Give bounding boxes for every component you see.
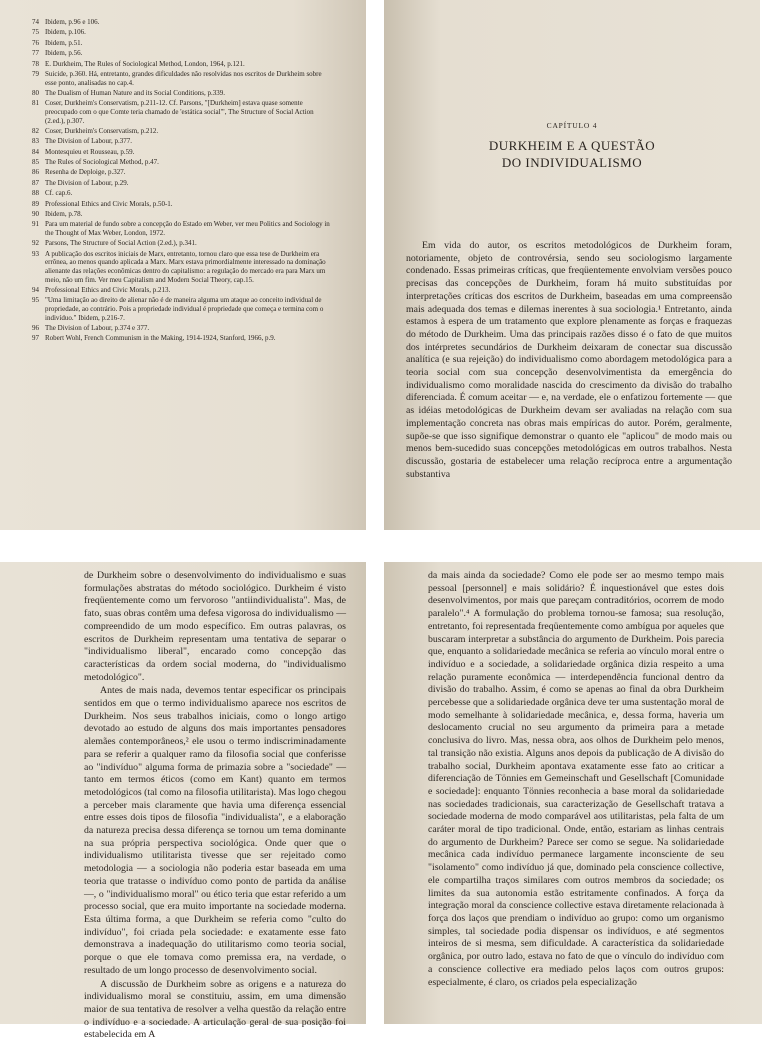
endnote-number: 85 [32, 158, 39, 167]
endnote-number: 76 [32, 39, 39, 48]
endnote-text: E. Durkheim, The Rules of Sociological Method, London, 1964, p.121. [45, 60, 245, 68]
endnote-number: 75 [32, 28, 39, 37]
endnote [34, 239, 332, 248]
endnote [34, 70, 332, 87]
endnote-text: Ibidem, p.106. [45, 28, 86, 36]
endnote [34, 179, 332, 188]
endnote-number: 94 [32, 286, 39, 295]
endnote-number: 80 [32, 89, 39, 98]
endnote-number: 79 [32, 70, 39, 79]
endnote-text: Ibidem, p.78. [45, 210, 82, 218]
endnote-number: 91 [32, 220, 39, 229]
left-body-page [0, 562, 366, 1024]
endnote [34, 49, 332, 58]
endnote-text: The Rules of Sociological Method, p.47. [45, 158, 159, 166]
endnote-number: 95 [32, 296, 39, 305]
chapter-title-line-2: DO INDIVIDUALISMO [384, 154, 760, 171]
notes-page [0, 0, 366, 530]
chapter-opening-page [384, 0, 760, 530]
chapter-title [384, 137, 760, 171]
endnote-number: 77 [32, 49, 39, 58]
endnote [34, 189, 332, 198]
endnote-text: The Division of Labour, p.374 e 377. [45, 324, 149, 332]
endnote [34, 137, 332, 146]
body-paragraph: da mais ainda da sociedade? Como ele pode ser ao mesmo tempo mais pessoal [personnel] e mais solidário? É inquestionável que estes dois desenvolvimentos, por mais que pareçam contraditórios, ocorrem de modo paralelo".⁴ A formulação do problema tornou-se famosa; sua resolução, entretanto, foi representada freqüentemente como ambígua por aqueles que buscaram interpretar a substância do argumento de Durkheim. Pois parecia que, enquanto a solidariedade mecânica se referia ao vínculo moral entre o indivíduo e a sociedade, a solidariedade orgânica dizia respeito a uma relação puramente econômica — interdependência funcional dentro da divisão do trabalho. Assim, é como se apenas ao final da obra Durkheim percebesse que a solidariedade orgânica deve ter uma sustentação moral de modo semelhante à solidariedade mecânica, e, dessa forma, haveria um deslocamento crucial no seu argumento da primeira para a metade conclusiva do livro. Mas, nessa obra, aos olhos de Durkheim pelo menos, tal transição não existia. Alguns anos depois da publicação de A divisão do trabalho social, Durkheim apontava exatamente esse fato ao criticar a diferenciação de Tönnies em Gemeinschaft und Gesellschaft [Comunidade e sociedade]: enquanto Tönnies reconhecia a base moral da solidariedade nas sociedades tradicionais, sua caracterização de Gesellschaft tratava a sociedade moderna de modo comparável aos utilitaristas, pela falta de um caráter moral de tipo tradicional. Onde, então, estariam as linhas centrais do argumento de Durkheim? Parece ser como se segue. Na solidariedade mecânica cada indivíduo permanece largamente inconsciente de seu "isolamento" como indivíduo já que, dominado pela conscience collective, ele compartilha traços similares com outros membros da sociedade; os limites da sua autonomia estão estritamente confinados. A força da integração moral da conscience collective estava diretamente relacionada à força dos laços que prendiam o indivíduo ao grupo: como um organismo simples, tal sociedade podia dispensar os indivíduos, e até segmentos inteiros de si mesma, sem dificuldade. A característica da solidariedade orgânica, por outro lado, estava no fato de que o vínculo do indivíduo com a conscience collective era mediado pelos laços com outros grupos: especialmente, é claro, os criados pela especialização [428, 570, 724, 989]
endnote [34, 39, 332, 48]
endnote-number: 86 [32, 168, 39, 177]
endnote [34, 99, 332, 125]
endnote [34, 158, 332, 167]
body-paragraph: Antes de mais nada, devemos tentar especificar os principais sentidos em que o termo individualismo aparece nos escritos de Durkheim. Nos seus trabalhos iniciais, como o longo artigo devotado ao estudo de alguns dos mais importantes pensadores alemães contemporâneos,² ele usou o termo indiscriminadamente para se referir a qualquer ramo da filosofia social que conferisse ao "indivíduo" alguma forma de primazia sobre a "sociedade" — tanto em termos éticos (como em Kant) quanto em termos metodológicos (tal como na filosofia utilitarista). Mas logo chegou a perceber mais claramente que havia uma diferença essencial entre esses dois tipos de filosofia "individualista", e a elaboração da natureza precisa dessa diferença se tornou um tema dominante na sua própria perspectiva sociológica. Onde quer que o individualismo utilitarista tivesse que ser rejeitado como metodologia — a sociologia não poderia estar baseada em uma teoria que tratasse o indivíduo como ponto de partida da análise —, o "individualismo moral" ou ético teria que estar referido a um processo social, que era muito importante na sociedade moderna. Esta última forma, a que Durkheim se referia como "culto do indivíduo", foi criada pela sociedade: e exatamente esse fato demonstrava a inadequação do utilitarismo como teoria social, porque o que ele tomava como premissa era, na verdade, o resultado de um longo processo de desenvolvimento social. [84, 685, 346, 977]
endnote-number: 92 [32, 239, 39, 248]
endnote [34, 296, 332, 322]
endnotes-list [34, 18, 332, 345]
endnote-number: 90 [32, 210, 39, 219]
endnote [34, 89, 332, 98]
endnote-text: Ibidem, p.56. [45, 49, 82, 57]
endnote-text: Suicide, p.360. Há, entretanto, grandes dificuldades não resolvidas nos escritos de Durkheim sobre esse ponto, analisadas no cap.4. [45, 70, 322, 87]
right-body-page [384, 562, 762, 1024]
body-paragraph: Em vida do autor, os escritos metodológicos de Durkheim foram, notoriamente, objeto de controvérsia, sendo seu sociologismo largamente condenado. Essas primeiras críticas, que freqüentemente envolviam versões pouco precisas das concepções de Durkheim, foram há muito substituídas por interpretações críticas dos escritos de Durkheim, baseadas em uma compreensão mais adequada dos temas e dilemas inerentes à sua sociologia.¹ Entretanto, ainda estamos à espera de um tratamento que explore plenamente as forças e fraquezas do método de Durkheim. Uma das principais razões disso é o fato de que muitos dos intérpretes secundários de Durkheim deixaram de conectar sua discussão analítica (e sua rejeição) do individualismo como abordagem metodológica para a teoria social com sua concepção desenvolvimentista da emergência do individualismo como moralidade nascida do crescimento da divisão do trabalho diferenciada. É comum aceitar — e, na verdade, ele o enfatizou fortemente — que as idéias metodológicas de Durkheim devam ser avaliadas na relação com sua implementação concreta nas obras mais empíricas do autor. Porém, geralmente, supõe-se que isso signifique demonstrar o quanto ele "aplicou" de modo mais ou menos bem-sucedido suas concepções metodológicas em outros trabalhos. Nesta discussão, gostaria de estabelecer uma relação recíproca entre a argumentação substantiva [406, 240, 732, 481]
chapter-title-line-1: DURKHEIM E A QUESTÃO [384, 137, 760, 154]
endnote [34, 28, 332, 37]
endnote [34, 168, 332, 177]
endnote-number: 74 [32, 18, 39, 27]
endnote-text: "Uma limitação ao direito de alienar não é de maneira alguma um ataque ao conceito individual de propriedade, ao contrário. Pois a propriedade individual é propriedade que começa e termina com o indivíduo." Ibidem, p.216-7. [45, 296, 323, 321]
endnote-text: Professional Ethics and Civic Morals, p.213. [45, 286, 170, 294]
endnote-text: The Division of Labour, p.29. [45, 179, 129, 187]
endnote-text: Parsons, The Structure of Social Action (2.ed.), p.341. [45, 239, 197, 247]
endnote-number: 88 [32, 189, 39, 198]
endnote-text: Cf. cap.6. [45, 189, 72, 197]
endnote-number: 97 [32, 334, 39, 343]
endnote-text: The Division of Labour, p.377. [45, 137, 132, 145]
endnote-text: Robert Wohl, French Communism in the Making, 1914-1924, Stanford, 1966, p.9. [45, 334, 276, 342]
left-body-text [84, 570, 346, 1042]
endnote-text: Ibidem, p.96 e 106. [45, 18, 99, 26]
body-paragraph: A discussão de Durkheim sobre as origens e a natureza do individualismo moral se constituiu, assim, em uma dimensão maior de sua tentativa de resolver a velha questão da relação entre o indivíduo e a sociedade. A articulação geral de sua posição foi estabelecida em A [84, 979, 346, 1042]
right-body-text [428, 570, 724, 989]
endnote-number: 81 [32, 99, 39, 108]
chapter-label: CAPÍTULO 4 [384, 121, 760, 130]
endnote [34, 324, 332, 333]
endnote-number: 84 [32, 148, 39, 157]
endnote [34, 18, 332, 27]
endnote [34, 220, 332, 237]
endnote-text: Resenha de Deploige, p.327. [45, 168, 125, 176]
endnote-number: 83 [32, 137, 39, 146]
endnote [34, 334, 332, 343]
body-paragraph: de Durkheim sobre o desenvolvimento do individualismo e suas formulações abstratas do método sociológico. Durkheim é visto freqüentemente como um fervoroso "antiindividualista". Mas, de fato, suas obras contêm uma defesa vigorosa do individualismo — compreendido de um modo específico. Em outras palavras, os escritos de Durkheim representam uma tentativa de separar o "individualismo liberal", encarado como concepção das características da ordem social moderna, do "individualismo metodológico". [84, 570, 346, 684]
endnote-number: 82 [32, 127, 39, 136]
endnote [34, 127, 332, 136]
endnote [34, 200, 332, 209]
endnote-number: 78 [32, 60, 39, 69]
endnote-text: Ibidem, p.51. [45, 39, 82, 47]
endnote [34, 148, 332, 157]
endnote-text: Coser, Durkheim's Conservatism, p.211-12. Cf. Parsons, "[Durkheim] estava quase somente preocupado com o que Comte teria chamado de 'estática social'", The Structure of Social Action (2.ed.), p.307. [45, 99, 314, 124]
endnote-text: Professional Ethics and Civic Morals, p.50-1. [45, 200, 173, 208]
endnote-text: The Dualism of Human Nature and its Social Conditions, p.339. [45, 89, 225, 97]
endnote [34, 286, 332, 295]
endnote-text: Coser, Durkheim's Conservatism, p.212. [45, 127, 158, 135]
endnote-text: Montesquieu et Rousseau, p.59. [45, 148, 134, 156]
endnote-number: 96 [32, 324, 39, 333]
endnote-number: 93 [32, 250, 39, 259]
endnote [34, 210, 332, 219]
chapter-body-text [406, 240, 732, 481]
endnote-text: Para um material de fundo sobre a concepção do Estado em Weber, ver meu Politics and Sociology in the Thought of Max Weber, London, 1972. [45, 220, 330, 237]
endnote-text: A publicação dos escritos iniciais de Marx, entretanto, tornou claro que essa tese de Durkheim era errônea, ao menos quando aplicada a Marx. Marx estava primordialmente interessado na dominação alienante das relações econômicas dentro do capitalismo: a regulação do mercado era para Marx um meio, não um fim. Ver meu Capitalism and Modern Social Theory, cap.15. [45, 250, 326, 284]
endnote-number: 89 [32, 200, 39, 209]
endnote [34, 60, 332, 69]
endnote [34, 250, 332, 284]
endnote-number: 87 [32, 179, 39, 188]
